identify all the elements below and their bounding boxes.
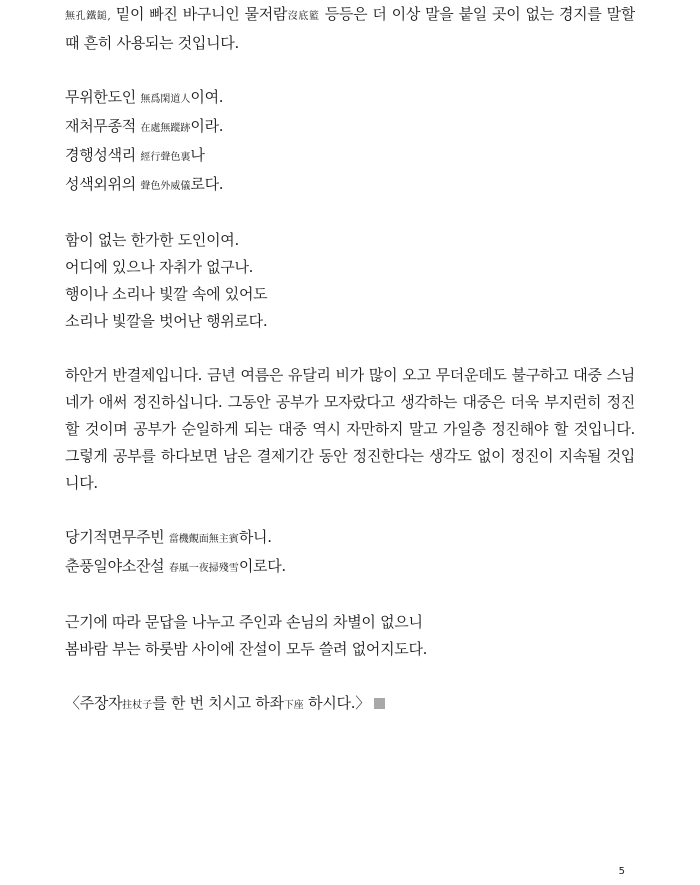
hanja-term: 經行聲色裏 — [140, 152, 191, 163]
sermon-line-2: 네가 애써 정진하십니다. 그동안 공부가 모자랐다고 생각하는 대중은 더욱 부지런히 정진 — [65, 393, 635, 411]
document-body — [65, 0, 635, 719]
verse-1 — [65, 84, 635, 200]
verse-2-translation — [65, 609, 635, 663]
seal-mark-icon — [374, 698, 385, 709]
verse-1-line-1: 무위한도인 無爲閑道人이여. — [65, 88, 224, 106]
verse-2-translation-line-2: 봄바람 부는 하룻밤 사이에 잔설이 모두 쓸려 없어지도다. — [65, 640, 428, 658]
sermon-paragraph — [65, 362, 635, 497]
verse-2-line-1: 당기적면무주빈 當機覿面無主賓하니. — [65, 528, 272, 546]
verse-1-line-3: 경행성색리 經行聲色裏나 — [65, 146, 205, 164]
hanja-term: 聲色外威儀 — [140, 181, 191, 192]
sermon-line-5: 니다. — [65, 474, 98, 492]
sermon-line-1: 하안거 반결제입니다. 금년 여름은 유달리 비가 많이 오고 무더운데도 불구하고 대중 스님 — [65, 366, 635, 384]
hanja-term: 下座 — [283, 700, 304, 711]
closing-line: 〈주장자拄杖子를 한 번 치시고 하좌下座 하시다.〉 — [65, 690, 635, 719]
hanja-term: 在處無蹤跡 — [140, 123, 191, 134]
verse-2 — [65, 524, 635, 582]
sermon-line-3: 할 것이며 공부가 순일하게 되는 대중 역시 자만하지 말고 가일층 정진해야 할 것입니다. — [65, 420, 635, 438]
verse-1-line-4: 성색외위의 聲色外威儀로다. — [65, 175, 224, 193]
intro-line-2: 때 흔히 사용되는 것입니다. — [65, 34, 239, 52]
hanja-term: 無爲閑道人 — [140, 94, 191, 105]
hanja-term: 無孔鐵鎚, — [65, 11, 111, 22]
verse-1-translation-line-1: 함이 없는 한가한 도인이여. — [65, 231, 239, 249]
page-number: 5 — [618, 866, 625, 877]
verse-1-translation-line-4: 소리나 빛깔을 벗어난 행위로다. — [65, 312, 268, 330]
verse-1-line-2: 재처무종적 在處無蹤跡이라. — [65, 117, 224, 135]
verse-1-translation-line-2: 어디에 있으나 자취가 없구나. — [65, 258, 254, 276]
intro-paragraph — [65, 1, 635, 57]
verse-2-line-2: 춘풍일야소잔설 春風一夜掃殘雪이로다. — [65, 557, 286, 575]
hanja-term: 拄杖子 — [122, 700, 153, 711]
intro-line-1: 無孔鐵鎚, 밑이 빠진 바구니인 물저람沒底籃 등등은 더 이상 말을 붙일 곳이 없는 경지를 말할 — [65, 5, 635, 23]
verse-1-translation-line-3: 행이나 소리나 빛깔 속에 있어도 — [65, 285, 268, 303]
closing-note — [65, 690, 635, 719]
hanja-term: 當機覿面無主賓 — [168, 534, 239, 545]
hanja-term: 沒底籃 — [287, 11, 320, 22]
verse-2-translation-line-1: 근기에 따라 문답을 나누고 주인과 손님의 차별이 없으니 — [65, 613, 423, 631]
hanja-term: 春風一夜掃殘雪 — [168, 563, 239, 574]
sermon-line-4: 그렇게 공부를 하다보면 남은 결제기간 동안 정진한다는 생각도 없이 정진이 지속될 것입 — [65, 447, 635, 465]
verse-1-translation — [65, 227, 635, 335]
